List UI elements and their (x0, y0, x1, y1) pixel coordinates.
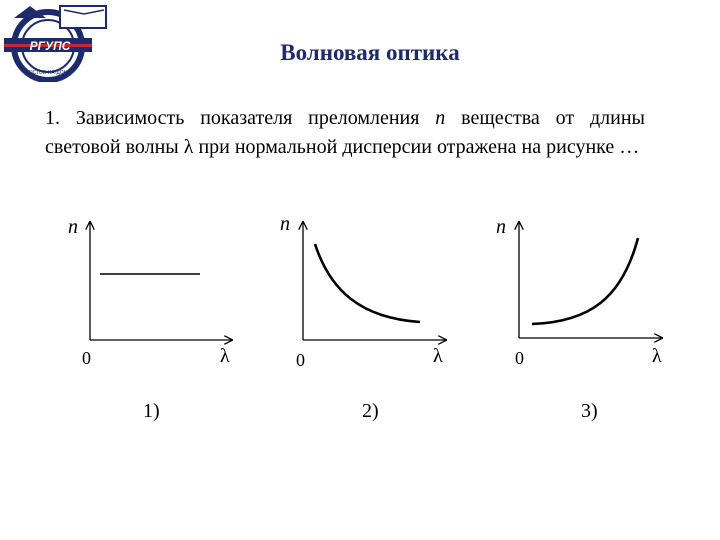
graph-1-origin-label: 0 (82, 348, 91, 368)
slide-title: Волновая оптика (280, 40, 460, 65)
logo-ring-text: РОСТОВ-НА-ДОНУ (25, 70, 71, 76)
graph-1-x-label: λ (220, 345, 230, 367)
graph-1-y-label: n (68, 216, 78, 238)
variable-lambda: λ (183, 136, 194, 158)
question-part1: Зависимость показателя преломления (75, 107, 420, 129)
graph-2-curve (315, 244, 420, 322)
graph-1 (68, 216, 232, 368)
graph-3-curve (532, 238, 638, 324)
graph-1-caption: 1) (143, 400, 160, 422)
variable-n: n (435, 107, 446, 129)
graph-2-y-label: n (280, 213, 290, 235)
graph-3-origin-label: 0 (515, 348, 524, 368)
graph-2 (280, 213, 446, 370)
question-part3: при нормальной дисперсии отражена на рисунке … (198, 136, 640, 158)
graph-2-caption: 2) (362, 400, 379, 422)
graph-3 (496, 216, 662, 368)
graphs-area (0, 200, 720, 440)
graph-2-x-label: λ (433, 345, 443, 367)
graph-3-y-label: n (496, 216, 506, 238)
question-number: 1. (45, 107, 60, 129)
logo-text: РГУПС (29, 39, 71, 53)
graph-3-x-label: λ (652, 345, 662, 367)
question-part2: вещества от длины световой волны (45, 107, 645, 158)
graph-3-caption: 3) (581, 400, 598, 422)
graph-2-origin-label: 0 (296, 350, 305, 370)
question-text (45, 104, 645, 162)
